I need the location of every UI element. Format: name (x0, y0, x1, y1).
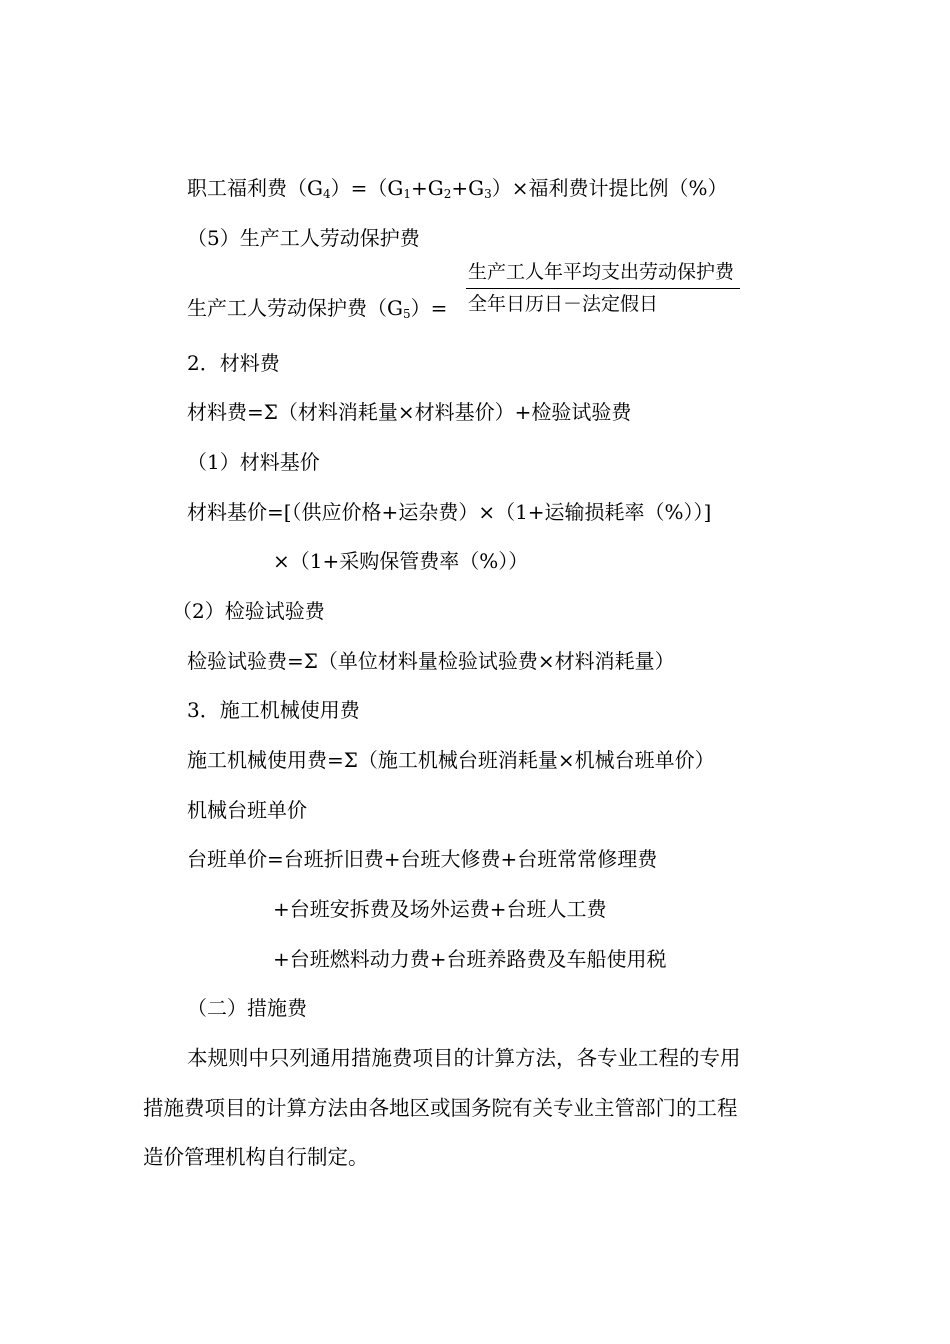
machinery-cost-formula: 施工机械使用费=Σ（施工机械台班消耗量×机械台班单价） (187, 748, 715, 772)
measures-fee-heading: （二）措施费 (187, 996, 307, 1020)
fraction-denominator: 全年日历日－法定假日 (468, 293, 659, 315)
labor-protection-heading: （5）生产工人劳动保护费 (187, 226, 420, 250)
material-base-price-heading: （1）材料基价 (187, 450, 320, 474)
welfare-formula-eq: ）=（G (330, 176, 404, 200)
material-base-price-formula-line1: 材料基价=[（供应价格+运杂费）×（1+运输损耗率（%））] (187, 500, 712, 524)
labor-formula-eq: ）= (410, 296, 448, 320)
inspection-test-fee-formula: 检验试验费=Σ（单位材料量检验试验费×材料消耗量） (187, 649, 675, 673)
inspection-test-fee-heading: （2）检验试验费 (172, 599, 325, 623)
subscript-4: 4 (322, 187, 331, 201)
paragraph-line-1: 本规则中只列通用措施费项目的计算方法，各专业工程的专用 (187, 1046, 741, 1070)
subscript-2: 2 (443, 187, 452, 201)
labor-protection-formula-left (187, 294, 447, 322)
machinery-cost-heading: 3．施工机械使用费 (187, 698, 360, 722)
shift-price-formula-line3: +台班燃料动力费+台班养路费及车船使用税 (273, 947, 667, 971)
material-cost-heading: 2．材料费 (187, 351, 280, 375)
subscript-3: 3 (484, 187, 492, 201)
machine-shift-price-heading: 机械台班单价 (187, 798, 307, 822)
welfare-formula-suffix: ）×福利费计提比例（%） (491, 176, 728, 200)
material-cost-formula: 材料费=Σ（材料消耗量×材料基价）+检验试验费 (187, 400, 632, 424)
shift-price-formula-line2: +台班安拆费及场外运费+台班人工费 (273, 897, 607, 921)
paragraph-line-3: 造价管理机构自行制定。 (143, 1145, 369, 1169)
welfare-formula-plus-2: +G (451, 176, 485, 200)
shift-price-formula-line1: 台班单价=台班折旧费+台班大修费+台班常常修理费 (187, 847, 658, 871)
welfare-formula-plus-1: +G (411, 176, 444, 200)
fraction-bar (466, 288, 740, 289)
fraction-numerator: 生产工人年平均支出劳动保护费 (468, 261, 735, 283)
labor-formula-prefix: 生产工人劳动保护费（G (187, 296, 403, 320)
welfare-formula (187, 174, 728, 202)
welfare-formula-prefix: 职工福利费（G (187, 176, 323, 200)
subscript-1: 1 (403, 187, 411, 201)
labor-protection-fraction (466, 258, 742, 322)
subscript-5: 5 (402, 307, 411, 321)
material-base-price-formula-line2: ×（1+采购保管费率（%）） (273, 549, 529, 573)
paragraph-line-2: 措施费项目的计算方法由各地区或国务院有关专业主管部门的工程 (143, 1096, 738, 1120)
